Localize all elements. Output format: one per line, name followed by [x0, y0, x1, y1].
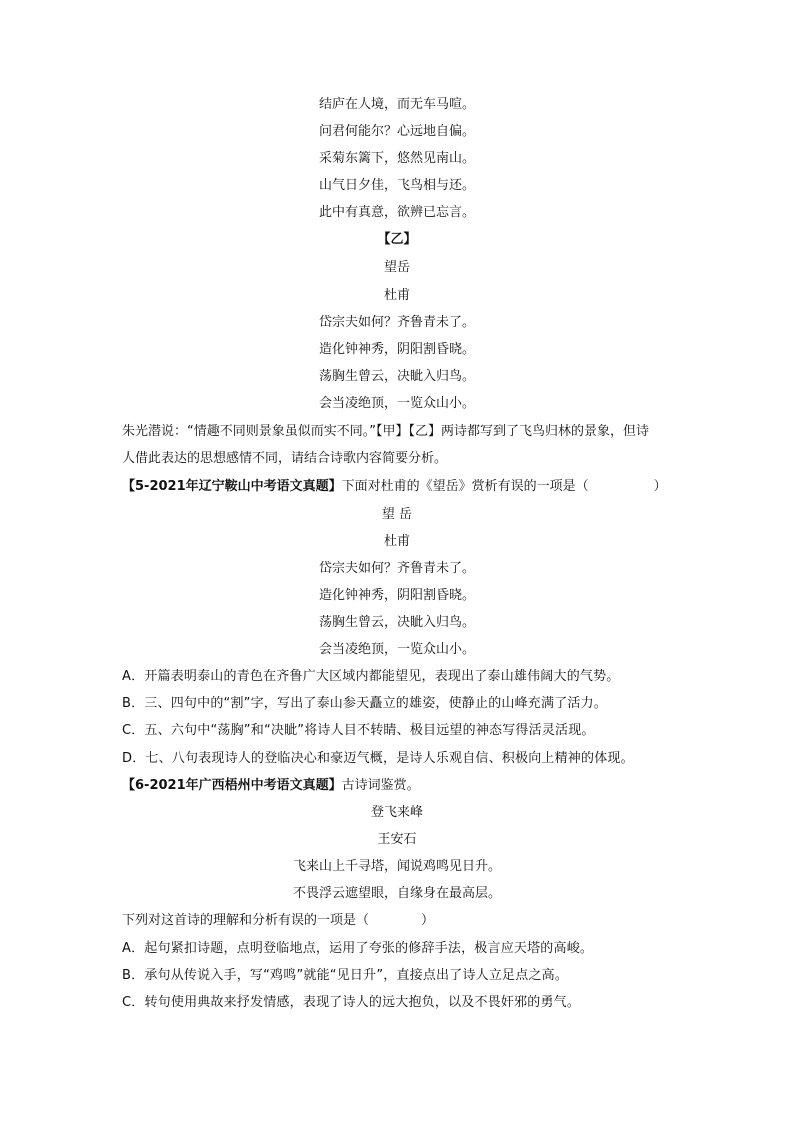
poem-line: 造化钟神秀，阴阳割昏晓。: [318, 588, 475, 603]
poem-title: 望 岳: [381, 507, 413, 522]
poem-title: 登飞来峰: [370, 805, 423, 820]
poem-line: 荡胸生曾云，决眦入归鸟。: [318, 369, 475, 384]
answer-option-a: A．起句紧扣诗题，点明登临地点，运用了夸张的修辞手法，极言应天塔的高峻。: [122, 941, 594, 956]
poem-title: 望岳: [383, 260, 410, 275]
poem-line: 岱宗夫如何？齐鲁青未了。: [318, 561, 475, 576]
poem-line: 荡胸生曾云，决眦入归鸟。: [318, 615, 475, 630]
answer-option-d: D．七、八句表现诗人的登临决心和豪迈气概，是诗人乐观自信、积极向上精神的体现。: [122, 751, 634, 766]
question-source-tag: 【5-2021年辽宁鞍山中考语文真题】: [122, 479, 342, 494]
answer-option-c: C．五、六句中“荡胸”和“决眦”将诗人目不转睛、极目远望的神态写得活灵活现。: [122, 723, 595, 738]
poem-line: 会当凌绝顶，一览众山小。: [318, 642, 475, 657]
poem-line: 飞来山上千寻塔，闻说鸡鸣见日升。: [292, 859, 501, 874]
poem-line: 问君何能尔？心远地自偏。: [318, 124, 475, 139]
question-source-tag: 【6-2021年广西梧州中考语文真题】: [122, 778, 342, 793]
question-header: [122, 478, 682, 496]
question-text: 人借此表达的思想感情不同，请结合诗歌内容简要分析。: [122, 451, 448, 466]
poem-line: 不畏浮云遮望眼，自缘身在最高层。: [292, 886, 501, 901]
answer-option-b: B．承句从传说入手，写“鸡鸣”就能“见日升”，直接点出了诗人立足点之高。: [122, 968, 569, 983]
poem-line: 此中有真意，欲辨已忘言。: [318, 205, 475, 220]
answer-option-c: C．转句使用典故来抒发情感，表现了诗人的远大抱负，以及不畏奸邪的勇气。: [122, 995, 581, 1010]
question-stem: 下面对杜甫的《望岳》赏析有误的一项是（ ）: [341, 479, 667, 494]
question-prompt: 下列对这首诗的理解和分析有误的一项是（ ）: [122, 913, 435, 928]
answer-option-b: B．三、四句中的“割”字，写出了泰山参天矗立的雄姿，使静止的山峰充满了活力。: [122, 696, 607, 711]
poem-marker: 【乙】: [377, 232, 417, 247]
poem-line: 采菊东篱下，悠然见南山。: [318, 151, 475, 166]
question-stem: 古诗词鉴赏。: [341, 778, 420, 793]
question-text: 朱光潜说：“情趣不同则景象虽似而实不同。”【甲】【乙】两诗都写到了飞鸟归林的景象，但诗: [122, 424, 649, 439]
poem-author: 杜甫: [383, 288, 410, 303]
poem-line: 会当凌绝顶，一览众山小。: [318, 396, 475, 411]
poem-line: 结庐在人境，而无车马喧。: [318, 97, 475, 112]
question-header: [122, 777, 682, 795]
poem-author: 王安石: [377, 832, 417, 847]
poem-line: 造化钟神秀，阴阳割昏晓。: [318, 342, 475, 357]
poem-line: 山气日夕佳，飞鸟相与还。: [318, 178, 475, 193]
poem-line: 岱宗夫如何？齐鲁青未了。: [318, 315, 475, 330]
answer-option-a: A．开篇表明泰山的青色在齐鲁广大区域内都能望见，表现出了泰山雄伟阔大的气势。: [122, 669, 620, 684]
poem-author: 杜甫: [383, 534, 410, 549]
